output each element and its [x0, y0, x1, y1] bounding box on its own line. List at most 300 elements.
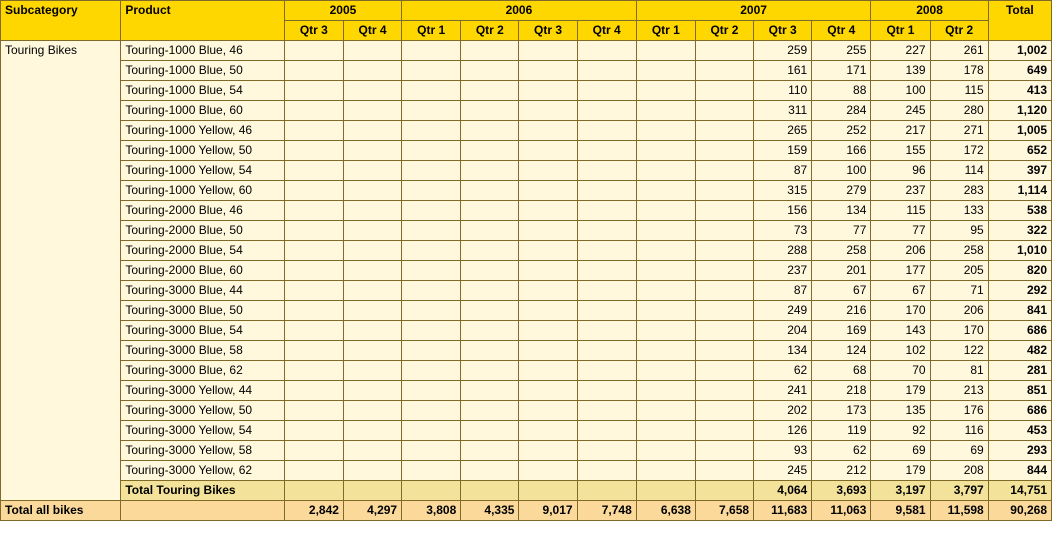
- value-cell: [519, 361, 577, 381]
- value-cell: [577, 441, 636, 461]
- value-cell: 227: [871, 41, 930, 61]
- product-cell[interactable]: Touring-3000 Yellow, 58: [121, 441, 284, 461]
- value-cell: 81: [930, 361, 988, 381]
- value-cell: 161: [754, 61, 812, 81]
- subtotal-value-cell: [461, 481, 519, 501]
- value-cell: [636, 41, 695, 61]
- value-cell: [577, 161, 636, 181]
- value-cell: 206: [871, 241, 930, 261]
- product-cell[interactable]: Touring-3000 Blue, 44: [121, 281, 284, 301]
- value-cell: 116: [930, 421, 988, 441]
- grand-total-value-cell: 6,638: [636, 501, 695, 521]
- quarter-header[interactable]: Qtr 2: [930, 21, 988, 41]
- value-cell: [519, 161, 577, 181]
- value-cell: [636, 441, 695, 461]
- row-total-cell: 851: [988, 381, 1051, 401]
- value-cell: 70: [871, 361, 930, 381]
- value-cell: [343, 81, 401, 101]
- table-row: [1, 141, 1052, 161]
- product-cell[interactable]: Touring-2000 Blue, 46: [121, 201, 284, 221]
- value-cell: 114: [930, 161, 988, 181]
- value-cell: 216: [812, 301, 871, 321]
- value-cell: [402, 221, 461, 241]
- value-cell: [577, 261, 636, 281]
- grand-total-empty-cell: [121, 501, 284, 521]
- table-header: [1, 1, 1052, 41]
- value-cell: [636, 241, 695, 261]
- product-cell[interactable]: Touring-3000 Blue, 58: [121, 341, 284, 361]
- value-cell: [519, 321, 577, 341]
- value-cell: [284, 341, 343, 361]
- row-total-cell: 281: [988, 361, 1051, 381]
- product-cell[interactable]: Touring-1000 Yellow, 60: [121, 181, 284, 201]
- value-cell: [695, 401, 753, 421]
- subcategory-header[interactable]: Subcategory: [1, 1, 121, 41]
- product-cell[interactable]: Touring-3000 Yellow, 50: [121, 401, 284, 421]
- value-cell: [343, 321, 401, 341]
- value-cell: [284, 361, 343, 381]
- year-header[interactable]: 2007: [636, 1, 871, 21]
- value-cell: 218: [812, 381, 871, 401]
- value-cell: [343, 201, 401, 221]
- value-cell: [284, 81, 343, 101]
- quarter-header[interactable]: Qtr 1: [402, 21, 461, 41]
- grand-total-value-cell: 7,748: [577, 501, 636, 521]
- row-total-cell: 652: [988, 141, 1051, 161]
- table-row: [1, 381, 1052, 401]
- subcategory-cell[interactable]: Touring Bikes: [1, 41, 121, 501]
- value-cell: [461, 101, 519, 121]
- value-cell: [343, 181, 401, 201]
- value-cell: 252: [812, 121, 871, 141]
- value-cell: 202: [754, 401, 812, 421]
- grand-total-value-cell: 4,297: [343, 501, 401, 521]
- value-cell: [461, 121, 519, 141]
- value-cell: [519, 141, 577, 161]
- value-cell: 139: [871, 61, 930, 81]
- product-cell[interactable]: Touring-1000 Yellow, 46: [121, 121, 284, 141]
- value-cell: [636, 381, 695, 401]
- row-total-cell: 1,120: [988, 101, 1051, 121]
- product-cell[interactable]: Touring-3000 Blue, 62: [121, 361, 284, 381]
- value-cell: [461, 141, 519, 161]
- value-cell: [636, 61, 695, 81]
- value-cell: [402, 101, 461, 121]
- value-cell: [577, 181, 636, 201]
- value-cell: [519, 181, 577, 201]
- quarter-header[interactable]: Qtr 2: [695, 21, 753, 41]
- table-row: [1, 101, 1052, 121]
- value-cell: [284, 141, 343, 161]
- value-cell: 71: [930, 281, 988, 301]
- value-cell: [519, 81, 577, 101]
- value-cell: [402, 81, 461, 101]
- value-cell: [636, 141, 695, 161]
- value-cell: [402, 421, 461, 441]
- value-cell: [284, 321, 343, 341]
- total-header[interactable]: Total: [988, 1, 1051, 41]
- value-cell: 115: [871, 201, 930, 221]
- row-total-cell: 686: [988, 401, 1051, 421]
- value-cell: [577, 101, 636, 121]
- value-cell: 315: [754, 181, 812, 201]
- value-cell: [695, 241, 753, 261]
- value-cell: [577, 141, 636, 161]
- value-cell: 204: [754, 321, 812, 341]
- value-cell: [636, 121, 695, 141]
- value-cell: 255: [812, 41, 871, 61]
- value-cell: [343, 281, 401, 301]
- value-cell: 88: [812, 81, 871, 101]
- product-cell[interactable]: Touring-1000 Blue, 54: [121, 81, 284, 101]
- value-cell: 283: [930, 181, 988, 201]
- value-cell: 284: [812, 101, 871, 121]
- value-cell: [343, 41, 401, 61]
- quarter-header[interactable]: Qtr 4: [577, 21, 636, 41]
- product-cell[interactable]: Touring-2000 Blue, 50: [121, 221, 284, 241]
- value-cell: 179: [871, 461, 930, 481]
- value-cell: [402, 261, 461, 281]
- value-cell: [577, 221, 636, 241]
- value-cell: [695, 381, 753, 401]
- value-cell: 68: [812, 361, 871, 381]
- value-cell: [577, 241, 636, 261]
- row-total-cell: 413: [988, 81, 1051, 101]
- value-cell: 259: [754, 41, 812, 61]
- value-cell: [577, 81, 636, 101]
- value-cell: 119: [812, 421, 871, 441]
- table-row: [1, 401, 1052, 421]
- product-cell[interactable]: Touring-3000 Blue, 54: [121, 321, 284, 341]
- value-cell: [343, 241, 401, 261]
- value-cell: [284, 161, 343, 181]
- quarter-header[interactable]: Qtr 3: [754, 21, 812, 41]
- value-cell: 126: [754, 421, 812, 441]
- value-cell: [284, 241, 343, 261]
- value-cell: [461, 441, 519, 461]
- value-cell: [402, 341, 461, 361]
- grand-total-value-cell: 4,335: [461, 501, 519, 521]
- product-cell[interactable]: Touring-3000 Yellow, 44: [121, 381, 284, 401]
- value-cell: [519, 201, 577, 221]
- value-cell: [343, 401, 401, 421]
- row-total-cell: 453: [988, 421, 1051, 441]
- value-cell: 133: [930, 201, 988, 221]
- year-header[interactable]: 2005: [284, 1, 401, 21]
- product-cell[interactable]: Touring-3000 Yellow, 54: [121, 421, 284, 441]
- quarter-header[interactable]: Qtr 3: [519, 21, 577, 41]
- value-cell: 159: [754, 141, 812, 161]
- value-cell: [461, 401, 519, 421]
- value-cell: 213: [930, 381, 988, 401]
- value-cell: 92: [871, 421, 930, 441]
- value-cell: 156: [754, 201, 812, 221]
- value-cell: [695, 321, 753, 341]
- value-cell: 122: [930, 341, 988, 361]
- grand-total-label: Total all bikes: [1, 501, 121, 521]
- value-cell: [636, 301, 695, 321]
- value-cell: 173: [812, 401, 871, 421]
- value-cell: 69: [930, 441, 988, 461]
- value-cell: [343, 341, 401, 361]
- value-cell: 77: [871, 221, 930, 241]
- value-cell: [343, 421, 401, 441]
- quarter-header[interactable]: Qtr 4: [812, 21, 871, 41]
- quarter-header[interactable]: Qtr 3: [284, 21, 343, 41]
- value-cell: 169: [812, 321, 871, 341]
- value-cell: [402, 41, 461, 61]
- product-cell[interactable]: Touring-3000 Yellow, 62: [121, 461, 284, 481]
- value-cell: [343, 141, 401, 161]
- value-cell: [695, 461, 753, 481]
- value-cell: [577, 461, 636, 481]
- subtotal-row: [1, 481, 1052, 501]
- value-cell: [519, 341, 577, 361]
- value-cell: [695, 121, 753, 141]
- value-cell: 311: [754, 101, 812, 121]
- value-cell: 155: [871, 141, 930, 161]
- table-row: [1, 221, 1052, 241]
- quarter-header[interactable]: Qtr 4: [343, 21, 401, 41]
- value-cell: 100: [871, 81, 930, 101]
- value-cell: [695, 301, 753, 321]
- value-cell: 208: [930, 461, 988, 481]
- value-cell: [519, 41, 577, 61]
- value-cell: [343, 261, 401, 281]
- value-cell: [284, 101, 343, 121]
- value-cell: [284, 121, 343, 141]
- value-cell: [636, 161, 695, 181]
- product-cell[interactable]: Touring-1000 Yellow, 50: [121, 141, 284, 161]
- value-cell: [284, 181, 343, 201]
- value-cell: [284, 441, 343, 461]
- grand-total-value-cell: 3,808: [402, 501, 461, 521]
- value-cell: [577, 281, 636, 301]
- year-header[interactable]: 2008: [871, 1, 988, 21]
- value-cell: [695, 141, 753, 161]
- year-header-row: [1, 1, 1052, 21]
- value-cell: 124: [812, 341, 871, 361]
- value-cell: 67: [871, 281, 930, 301]
- value-cell: [461, 341, 519, 361]
- value-cell: [519, 401, 577, 421]
- table-row: [1, 161, 1052, 181]
- year-header[interactable]: 2006: [402, 1, 637, 21]
- value-cell: [402, 201, 461, 221]
- value-cell: [577, 401, 636, 421]
- value-cell: [402, 281, 461, 301]
- grand-total-value-cell: 2,842: [284, 501, 343, 521]
- value-cell: [577, 201, 636, 221]
- value-cell: [461, 301, 519, 321]
- grand-total-value-cell: 9,017: [519, 501, 577, 521]
- row-total-cell: 844: [988, 461, 1051, 481]
- value-cell: [402, 461, 461, 481]
- value-cell: [519, 421, 577, 441]
- value-cell: 87: [754, 281, 812, 301]
- value-cell: 100: [812, 161, 871, 181]
- row-total-cell: 686: [988, 321, 1051, 341]
- value-cell: [343, 361, 401, 381]
- value-cell: [636, 261, 695, 281]
- value-cell: [636, 341, 695, 361]
- value-cell: 73: [754, 221, 812, 241]
- value-cell: [461, 461, 519, 481]
- row-total-cell: 1,005: [988, 121, 1051, 141]
- value-cell: [284, 221, 343, 241]
- row-total-cell: 649: [988, 61, 1051, 81]
- value-cell: [636, 221, 695, 241]
- value-cell: 77: [812, 221, 871, 241]
- table-row: [1, 461, 1052, 481]
- value-cell: [695, 81, 753, 101]
- subtotal-value-cell: [519, 481, 577, 501]
- value-cell: 212: [812, 461, 871, 481]
- product-cell[interactable]: Touring-3000 Blue, 50: [121, 301, 284, 321]
- row-total-cell: 1,010: [988, 241, 1051, 261]
- value-cell: [284, 41, 343, 61]
- value-cell: 177: [871, 261, 930, 281]
- value-cell: 279: [812, 181, 871, 201]
- table-row: [1, 61, 1052, 81]
- grand-total-row: [1, 501, 1052, 521]
- row-total-cell: 293: [988, 441, 1051, 461]
- value-cell: 67: [812, 281, 871, 301]
- value-cell: 69: [871, 441, 930, 461]
- product-cell[interactable]: Touring-2000 Blue, 54: [121, 241, 284, 261]
- value-cell: 206: [930, 301, 988, 321]
- value-cell: [636, 181, 695, 201]
- value-cell: [284, 201, 343, 221]
- subtotal-value-cell: [695, 481, 753, 501]
- value-cell: [519, 441, 577, 461]
- table-body: [1, 41, 1052, 521]
- table-row: [1, 321, 1052, 341]
- product-header[interactable]: Product: [121, 1, 284, 41]
- value-cell: [695, 61, 753, 81]
- subtotal-value-cell: 3,197: [871, 481, 930, 501]
- product-cell[interactable]: Touring-1000 Blue, 60: [121, 101, 284, 121]
- value-cell: 280: [930, 101, 988, 121]
- value-cell: [636, 361, 695, 381]
- product-cell[interactable]: Touring-1000 Yellow, 54: [121, 161, 284, 181]
- value-cell: 261: [930, 41, 988, 61]
- value-cell: [402, 121, 461, 141]
- value-cell: [636, 401, 695, 421]
- value-cell: [461, 181, 519, 201]
- value-cell: [461, 201, 519, 221]
- value-cell: [519, 241, 577, 261]
- value-cell: [343, 61, 401, 81]
- product-cell[interactable]: Touring-1000 Blue, 50: [121, 61, 284, 81]
- row-total-cell: 820: [988, 261, 1051, 281]
- value-cell: [343, 301, 401, 321]
- table-row: [1, 241, 1052, 261]
- value-cell: [519, 261, 577, 281]
- grand-total-value-cell: 7,658: [695, 501, 753, 521]
- value-cell: 171: [812, 61, 871, 81]
- value-cell: [519, 121, 577, 141]
- subtotal-total-cell: 14,751: [988, 481, 1051, 501]
- value-cell: [695, 181, 753, 201]
- value-cell: [695, 101, 753, 121]
- table-row: [1, 81, 1052, 101]
- value-cell: [402, 181, 461, 201]
- value-cell: [284, 401, 343, 421]
- value-cell: [519, 381, 577, 401]
- value-cell: 258: [812, 241, 871, 261]
- grand-total-value-cell: 9,581: [871, 501, 930, 521]
- subtotal-value-cell: 4,064: [754, 481, 812, 501]
- value-cell: [519, 301, 577, 321]
- value-cell: [695, 361, 753, 381]
- value-cell: [402, 61, 461, 81]
- value-cell: [284, 261, 343, 281]
- quarter-header[interactable]: Qtr 1: [636, 21, 695, 41]
- value-cell: [461, 421, 519, 441]
- value-cell: [461, 281, 519, 301]
- quarter-header[interactable]: Qtr 1: [871, 21, 930, 41]
- value-cell: [343, 161, 401, 181]
- value-cell: [461, 381, 519, 401]
- grand-total-total-cell: 90,268: [988, 501, 1051, 521]
- row-total-cell: 397: [988, 161, 1051, 181]
- subtotal-value-cell: [402, 481, 461, 501]
- value-cell: 178: [930, 61, 988, 81]
- subtotal-value-cell: [577, 481, 636, 501]
- grand-total-value-cell: 11,683: [754, 501, 812, 521]
- value-cell: [695, 161, 753, 181]
- value-cell: [577, 301, 636, 321]
- table-row: [1, 301, 1052, 321]
- row-total-cell: 841: [988, 301, 1051, 321]
- value-cell: [577, 61, 636, 81]
- row-total-cell: 1,002: [988, 41, 1051, 61]
- value-cell: 258: [930, 241, 988, 261]
- value-cell: 62: [812, 441, 871, 461]
- value-cell: [461, 61, 519, 81]
- value-cell: [284, 461, 343, 481]
- product-cell[interactable]: Touring-1000 Blue, 46: [121, 41, 284, 61]
- quarter-header[interactable]: Qtr 2: [461, 21, 519, 41]
- value-cell: [343, 221, 401, 241]
- value-cell: [284, 421, 343, 441]
- grand-total-value-cell: 11,063: [812, 501, 871, 521]
- value-cell: [636, 461, 695, 481]
- subtotal-label: Total Touring Bikes: [121, 481, 284, 501]
- value-cell: [695, 421, 753, 441]
- value-cell: 265: [754, 121, 812, 141]
- table-row: [1, 201, 1052, 221]
- value-cell: [695, 41, 753, 61]
- value-cell: [636, 321, 695, 341]
- subtotal-value-cell: 3,797: [930, 481, 988, 501]
- subtotal-value-cell: [343, 481, 401, 501]
- value-cell: [695, 281, 753, 301]
- row-total-cell: 1,114: [988, 181, 1051, 201]
- value-cell: [284, 61, 343, 81]
- row-total-cell: 322: [988, 221, 1051, 241]
- value-cell: 135: [871, 401, 930, 421]
- value-cell: 176: [930, 401, 988, 421]
- value-cell: [695, 221, 753, 241]
- value-cell: 87: [754, 161, 812, 181]
- table-row: [1, 441, 1052, 461]
- product-cell[interactable]: Touring-2000 Blue, 60: [121, 261, 284, 281]
- value-cell: 245: [754, 461, 812, 481]
- value-cell: 134: [754, 341, 812, 361]
- row-total-cell: 482: [988, 341, 1051, 361]
